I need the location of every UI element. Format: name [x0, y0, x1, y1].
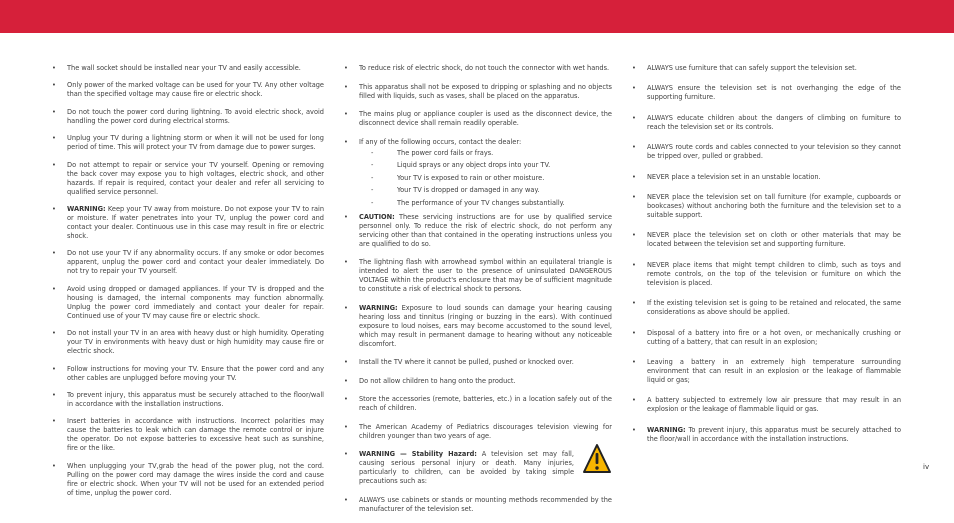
list-item: • If the existing television set is going to be retained and relocated, the same considerations as above should be applied.	[632, 299, 901, 317]
warning-moisture: • WARNING: Keep your TV away from moisture. Do not expose your TV to rain or moisture. If water penetrates into your TV, unplug the power cord and contact your dealer. Continuous use in this case may result in fire or electric shock.	[52, 204, 324, 240]
sub-list-item: - Your TV is exposed to rain or other moisture.	[371, 173, 545, 182]
warning-label: WARNING:	[647, 425, 686, 434]
list-item: • The lightning flash with arrowhead symbol within an equilateral triangle is intended to alert the user to the presence of uninsulated DANGEROUS VOLTAGE within the product's enclosure that may be of sufficient magnitude to constitute a risk of electrical shock to persons.	[344, 258, 612, 294]
stability-warning-item: • WARNING — Stability Hazard: A television set may fall, causing serious personal injury or death. Many injuries, particularly to children, can be avoided by taking simple precautions such as:	[342, 450, 612, 486]
header-band	[0, 0, 954, 33]
list-item: • When unplugging your TV,grab the head of the power plug, not the cord. Pulling on the power cord may damage the wires inside the cord and cause fire or electric shock. When your TV will not be used for an extended period of time, unplug the power cord.	[52, 461, 324, 497]
list-item: • ALWAYS use cabinets or stands or mounting methods recommended by the manufacturer of the television set.	[344, 495, 612, 513]
stability-warning-row: WARNING — Stability Hazard: A television set may fall, causing serious personal injury or death. Many injuries, particularly to children, can be avoided by taking simple precautions such as:	[359, 450, 612, 486]
list-item: • Do not touch the power cord during lightning. To avoid electric shock, avoid handling the power cord during electrical storms.	[52, 107, 324, 125]
page-number: iv	[923, 463, 930, 471]
stability-warning-label: WARNING — Stability Hazard:	[359, 450, 477, 459]
sub-list-item: - Liquid sprays or any object drops into your TV.	[371, 161, 551, 170]
list-item: • To prevent injury, this apparatus must be securely attached to the floor/wall in accordance with the installation instructions.	[52, 390, 324, 408]
list-item: • Install the TV where it cannot be pulled, pushed or knocked over.	[344, 358, 574, 367]
list-item: • NEVER place the television set on cloth or other materials that may be located between the television set and supporting furniture.	[632, 231, 901, 249]
list-item: • NEVER place the television set on tall furniture (for example, cupboards or bookcases) without anchoring both the furniture and the television set to a suitable support.	[632, 192, 901, 219]
warning-hearing: • WARNING: Exposure to loud sounds can damage your hearing causing hearing loss and tinnitus (ringing or buzzing in the ears). With continued exposure to loud noises, ears may become accustomed to the sound level, which may result in permanent damage to hearing without any noticeable discomfort.	[344, 303, 612, 348]
list-item: • ALWAYS ensure the television set is not overhanging the edge of the supporting furniture.	[632, 84, 901, 102]
column-2	[342, 64, 612, 523]
list-item: • Do not use your TV if any abnormality occurs. If any smoke or odor becomes apparent, unplug the power cord and contact your dealer immediately. Do not try to repair your TV yourself.	[52, 249, 324, 276]
column-1	[50, 64, 324, 506]
sub-list-item: - The performance of your TV changes substantially.	[371, 198, 565, 207]
list-item: • NEVER place a television set in an unstable location.	[632, 172, 821, 181]
list-item: • Avoid using dropped or damaged appliances. If your TV is dropped and the housing is damaged, the internal components may function abnormally. Unplug the power cord immediately and contact your dealer for repair. Continued use of your TV may cause fire or electric shock.	[52, 284, 324, 320]
warning-attach: • WARNING: To prevent injury, this apparatus must be securely attached to the floor/wall in accordance with the installation instructions.	[632, 425, 901, 443]
sub-list-item: - The power cord fails or frays.	[371, 148, 494, 157]
list-item: • Unplug your TV during a lightning storm or when it will not be used for long period of time. This will protect your TV from damage due to power surges.	[52, 134, 324, 152]
contact-dealer-sublist	[359, 149, 612, 208]
list-item: • A battery subjected to extremely low air pressure that may result in an explosion or the leakage of flammable liquid or gas.	[632, 396, 901, 414]
list-item: • Disposal of a battery into fire or a hot oven, or mechanically crushing or cutting of a battery, that can result in an explosion;	[632, 328, 901, 346]
list-item: • ALWAYS educate children about the dangers of climbing on furniture to reach the television set or its controls.	[632, 113, 901, 131]
contact-dealer-item: • If any of the following occurs, contact the dealer: - The power cord fails or frays. - Liquid sprays or any object drops into your TV. - Your TV is exposed to rain or other moisture. - Your TV is dropped or damaged in any way. - The performance of your TV changes substantially.	[342, 138, 612, 208]
list-item: • Store the accessories (remote, batteries, etc.) in a location safely out of the reach of children.	[344, 395, 612, 413]
warning-triangle-icon	[582, 442, 612, 476]
list-item: • Only power of the marked voltage can be used for your TV. Any other voltage than the specified voltage may cause fire or electric shock.	[52, 81, 324, 99]
list-item: • To reduce risk of electric shock, do not touch the connector with wet hands.	[344, 64, 610, 72]
list-item: • Do not attempt to repair or service your TV yourself. Opening or removing the back cover may expose you to high voltages, electric shock, and other hazards. If repair is required, contact your dealer and refer all servicing to qualified service personnel.	[52, 160, 324, 196]
warning-label: WARNING:	[67, 204, 106, 213]
warning-label: WARNING:	[359, 303, 398, 312]
caution-label: CAUTION:	[359, 212, 395, 221]
list-item: • Insert batteries in accordance with instructions. Incorrect polarities may cause the batteries to leak which can damage the remote control or injure the operator. Do not expose batteries to excessive heat such as sunshine, fire or the like.	[52, 417, 324, 453]
list-item: • ALWAYS route cords and cables connected to your television so they cannot be tripped over, pulled or grabbed.	[632, 143, 901, 161]
list-item: • The American Academy of Pediatrics discourages television viewing for children younger than two years of age.	[344, 422, 612, 440]
safety-list-3	[630, 64, 901, 444]
safety-list-2	[342, 64, 612, 514]
list-item: • Leaving a battery in an extremely high temperature surrounding environment that can result in an explosion or the leakage of flammable liquid or gas;	[632, 357, 901, 384]
list-item: • The mains plug or appliance coupler is used as the disconnect device, the disconnect device shall remain readily operable.	[344, 110, 612, 127]
list-item: • NEVER place items that might tempt children to climb, such as toys and remote controls, on the top of the television or furniture on which the television is placed.	[632, 260, 901, 287]
list-item: • This apparatus shall not be exposed to dripping or splashing and no objects filled with liquids, such as vases, shall be placed on the apparatus.	[344, 82, 612, 100]
safety-list-1	[50, 64, 324, 498]
caution-item: • CAUTION: These servicing instructions are for use by qualified service personnel only. To reduce the risk of electric shock, do not perform any servicing other than that contained in the operating instructions unless you are qualified to do so.	[344, 212, 612, 248]
list-item: • Do not install your TV in an area with heavy dust or high humidity. Operating your TV in environments with heavy dust or high humidity may cause fire or electric shock.	[52, 329, 324, 356]
column-3	[630, 64, 901, 455]
list-item: • Do not allow children to hang onto the product.	[344, 376, 516, 385]
list-item: • The wall socket should be installed near your TV and easily accessible.	[52, 64, 301, 72]
list-item: • Follow instructions for moving your TV. Ensure that the power cord and any other cables are unplugged before moving your TV.	[52, 364, 324, 382]
sub-list-item: - Your TV is dropped or damaged in any way.	[371, 186, 540, 195]
list-item: • ALWAYS use furniture that can safely support the television set.	[632, 64, 857, 72]
